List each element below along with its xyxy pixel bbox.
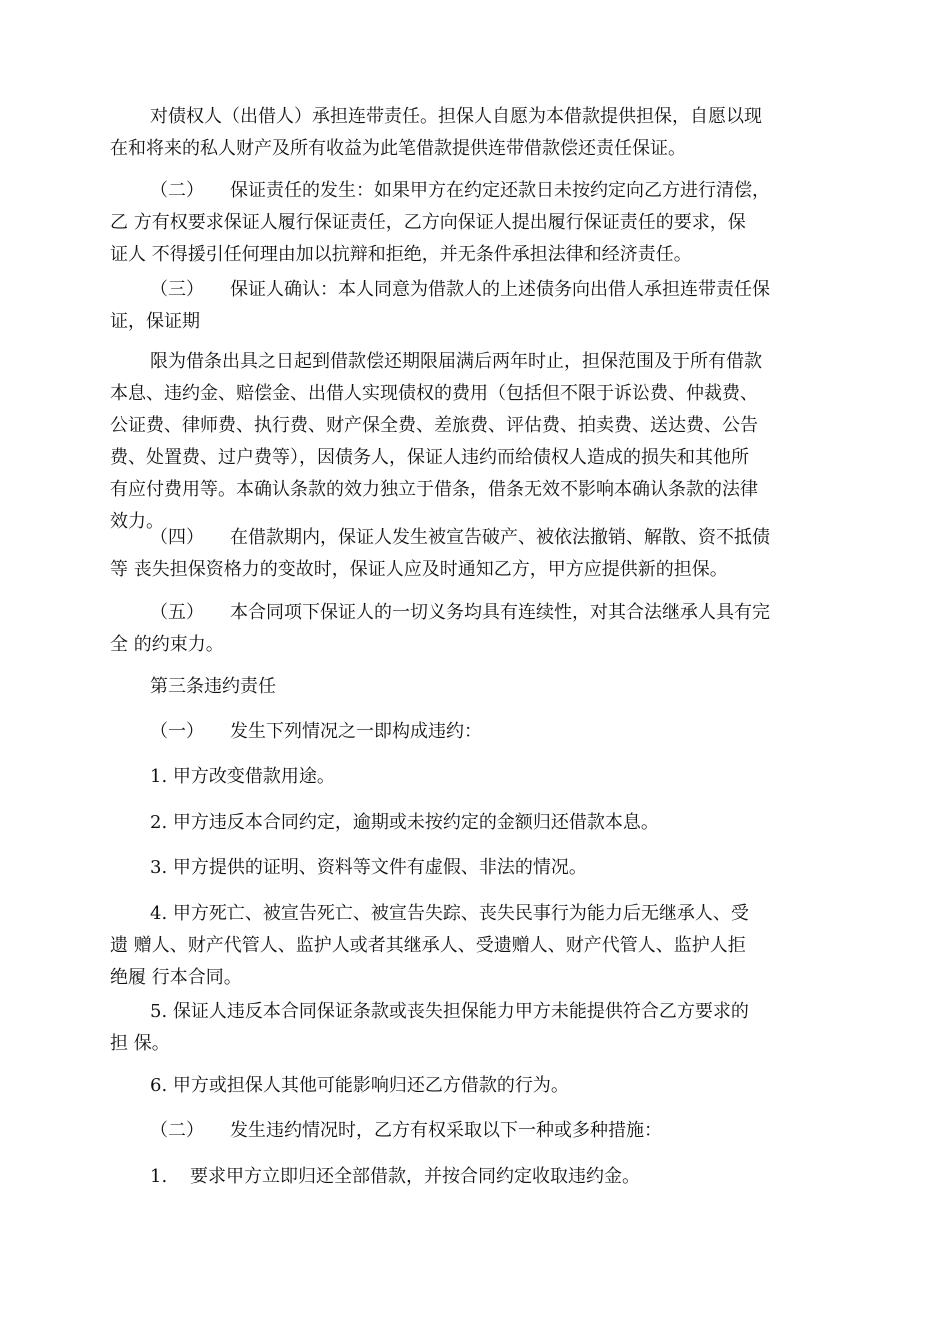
text-line: 第三条违约责任 bbox=[150, 676, 276, 697]
clause-text: 本合同项下保证人的一切义务均具有连续性，对其合法继承人具有完 bbox=[230, 602, 770, 623]
list-number: 1. bbox=[150, 1166, 168, 1187]
clause-text: 发生下列情况之一即构成违约： bbox=[230, 721, 482, 742]
clause-text: 保证人确认：本人同意为借款人的上述债务向出借人承担连带责任保 bbox=[230, 279, 770, 300]
text-line bbox=[110, 1115, 842, 1147]
text-line: 对债权人（出借人）承担连带责任。担保人自愿为本借款提供担保，自愿以现 bbox=[150, 106, 762, 127]
clause-label: （一） bbox=[150, 721, 204, 742]
section-heading-breach-liability bbox=[110, 671, 842, 703]
text-line: 全 的约束力。 bbox=[110, 634, 224, 655]
list-item-breach-2 bbox=[110, 807, 842, 839]
list-text: 要求甲方立即归还全部借款，并按合同约定收取违约金。 bbox=[190, 1166, 640, 1187]
clause-label: （二） bbox=[150, 1120, 204, 1141]
text-line: 5. 保证人违反本合同保证条款或丧失担保能力甲方未能提供符合乙方要求的 bbox=[150, 1001, 749, 1022]
clause-text: 发生违约情况时，乙方有权采取以下一种或多种措施： bbox=[230, 1120, 662, 1141]
clause-label: （四） bbox=[150, 527, 204, 548]
text-line: 乙 方有权要求保证人履行保证责任，乙方向保证人提出履行保证责任的要求，保 bbox=[110, 212, 746, 233]
text-line: 公证费、律师费、执行费、财产保全费、差旅费、评估费、拍卖费、送达费、公告 bbox=[110, 415, 758, 436]
clause-label: （五） bbox=[150, 602, 204, 623]
list-item-remedy-1 bbox=[110, 1161, 842, 1193]
paragraph-guarantee-period-scope bbox=[110, 346, 842, 538]
list-item-breach-6 bbox=[110, 1070, 842, 1102]
text-line: 费、处置费、过户费等），因债务人，保证人违约而给债权人造成的损失和其他所 bbox=[110, 447, 749, 468]
text-line: 2. 甲方违反本合同约定，逾期或未按约定的金额归还借款本息。 bbox=[150, 812, 659, 833]
text-line bbox=[110, 1161, 842, 1193]
text-line: 证人 不得援引任何理由加以抗辩和拒绝，并无条件承担法律和经济责任。 bbox=[110, 244, 692, 265]
text-line: 绝履 行本合同。 bbox=[110, 967, 242, 988]
paragraph-guarantor-confirmation bbox=[110, 274, 842, 338]
paragraph-obligation-continuity bbox=[110, 597, 842, 661]
text-line: 1. 甲方改变借款用途。 bbox=[150, 766, 335, 787]
text-line: 本息、违约金、赔偿金、出借人实现债权的费用（包括但不限于诉讼费、仲裁费、 bbox=[110, 383, 758, 404]
text-line: 4. 甲方死亡、被宣告死亡、被宣告失踪、丧失民事行为能力后无继承人、受 bbox=[150, 903, 749, 924]
text-line: 6. 甲方或担保人其他可能影响归还乙方借款的行为。 bbox=[150, 1075, 569, 1096]
paragraph-guarantee-occurrence bbox=[110, 175, 842, 271]
text-line bbox=[110, 522, 842, 554]
clause-label: （三） bbox=[150, 279, 204, 300]
text-line: 限为借条出具之日起到借款偿还期限届满后两年时止，担保范围及于所有借款 bbox=[150, 351, 762, 372]
list-item-breach-5 bbox=[110, 996, 842, 1060]
paragraph-breach-remedies bbox=[110, 1115, 842, 1147]
text-line bbox=[110, 716, 842, 748]
text-line: 证，保证期 bbox=[110, 311, 200, 332]
paragraph-guarantor-joint-liability bbox=[110, 101, 842, 165]
text-line: 有应付费用等。本确认条款的效力独立于借条，借条无效不影响本确认条款的法律 bbox=[110, 479, 758, 500]
text-line: 担 保。 bbox=[110, 1033, 170, 1054]
text-line bbox=[110, 274, 842, 306]
paragraph-guarantor-change bbox=[110, 522, 842, 586]
clause-text: 在借款期内，保证人发生被宣告破产、被依法撤销、解散、资不抵债 bbox=[230, 527, 770, 548]
text-line: 3. 甲方提供的证明、资料等文件有虚假、非法的情况。 bbox=[150, 857, 587, 878]
text-line: 效力。 bbox=[110, 511, 164, 532]
text-line bbox=[110, 175, 842, 207]
paragraph-breach-conditions bbox=[110, 716, 842, 748]
list-item-breach-1 bbox=[110, 761, 842, 793]
text-line: 等 丧失担保资格力的变故时，保证人应及时通知乙方，甲方应提供新的担保。 bbox=[110, 559, 728, 580]
list-item-breach-4 bbox=[110, 898, 842, 994]
clause-text: 保证责任的发生：如果甲方在约定还款日未按约定向乙方进行清偿， bbox=[230, 180, 770, 201]
text-line bbox=[110, 597, 842, 629]
clause-label: （二） bbox=[150, 180, 204, 201]
text-line: 遗 赠人、财产代管人、监护人或者其继承人、受遗赠人、财产代管人、监护人拒 bbox=[110, 935, 746, 956]
text-line: 在和将来的私人财产及所有收益为此笔借款提供连带借款偿还责任保证。 bbox=[110, 138, 686, 159]
list-item-breach-3 bbox=[110, 852, 842, 884]
